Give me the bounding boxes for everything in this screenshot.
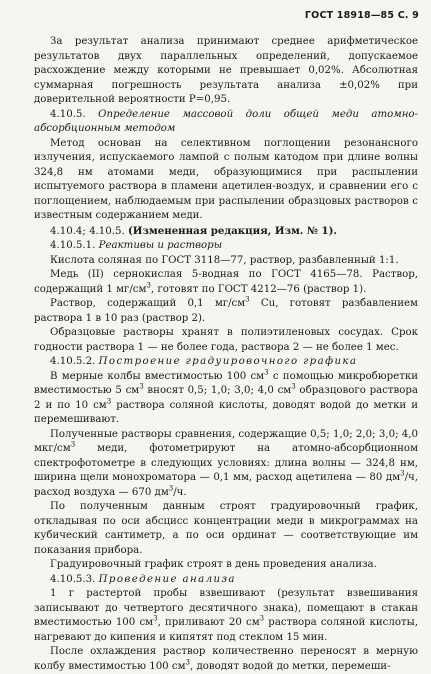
section-number: 4.10.5.3. — [50, 573, 96, 585]
section-number: 4.10.5.2. — [50, 356, 96, 367]
text-run: После охлаждения раствор количественно переносят в мерную колбу вместимостью 100 см — [34, 646, 418, 672]
text-run: , доводят водой до метки, перемеши- — [190, 660, 391, 672]
section-title: Определение массовой доли общей меди атомно-абсорбционным методом — [34, 108, 419, 134]
text-run: , готовят по ГОСТ 4212—76 (раствор 1). — [150, 283, 367, 295]
paragraph-sample — [34, 587, 418, 645]
page-header: ГОСТ 18918—85 С. 9 — [304, 10, 419, 21]
paragraph-storage: Образцовые растворы хранят в полиэтиленовых сосудах. Срок годности раствора 1 — не более года, раствора 2 — не более 1 мес. — [34, 327, 418, 353]
text-run: образцового раствора 2 и по 10 см — [34, 385, 419, 411]
section-heading-4-10-5-2 — [34, 355, 418, 370]
superscript: 3 — [70, 440, 76, 449]
paragraph-hydrochloric-acid: Кислота соляная по ГОСТ 3118—77, раствор, разбавленный 1:1. — [50, 254, 399, 266]
superscript: 3 — [245, 295, 250, 304]
superscript: 3 — [139, 382, 144, 391]
paragraph-graph: По полученным данным строят градуировочный график, откладывая по оси абсцисс концентрации меди в микрограммах на кубический сантиметр, а по оси ординат — соответствующие им показания прибора. — [34, 501, 418, 556]
section-number: 4.10.5.1. — [50, 240, 96, 251]
text-run: с помощью микробюретки вместимостью 5 см — [34, 370, 418, 396]
text-run: , приливают 20 см — [157, 617, 260, 628]
text-run: меди, фотометрируют на атомно-абсорбционном спектрофотометре в следующих условиях: длина волны — 324,8 нм, ширина щели монохроматора — 0,1 мм, расход ацетилена — 80 дм — [34, 443, 418, 483]
paragraph-flasks — [34, 370, 418, 428]
superscript: 3 — [185, 658, 190, 667]
text-run: Cu, готовят разбавлением раствора 1 в 10 раз (раствор 2). — [34, 298, 418, 324]
superscript: 3 — [264, 368, 269, 377]
amendment-note: (Измененная редакция, Изм. № 1). — [127, 224, 337, 237]
paragraph-result: За результат анализа принимают среднее арифметическое результатов двух параллельных определений, допускаемое расхождение между которыми не превышает 0,02%. Абсолютная суммарная погрешность результата анализа ±0,02% при доверительной вероятности P=0,95. — [34, 36, 418, 105]
section-title: Реактивы и растворы — [98, 240, 222, 251]
text-run: /ч, расход воздуха — 670 дм — [34, 472, 418, 498]
section-title: Проведение анализа — [98, 573, 236, 585]
superscript: 3 — [106, 397, 112, 406]
text-run: Раствор, содержащий 0,1 мг/см — [50, 298, 246, 309]
superscript: 3 — [259, 614, 265, 623]
paragraph-solution-2 — [34, 297, 418, 326]
section-number: 4.10.5. — [50, 108, 86, 120]
section-title: Построение градуировочного графика — [98, 356, 358, 367]
text-run: 1 г растертой пробы взвешивают (результат взвешивания записывают до четвертого десятичного знака), помещают в стакан вместимостью 100 см — [34, 588, 418, 628]
section-heading-4-10-5-1 — [34, 239, 418, 254]
text-run: Полученные растворы сравнения, содержащие 0,5; 1,0; 2,0; 3,0; 4,0 мкг/см — [34, 428, 418, 454]
text-run: раствора соляной кислоты, доводят водой до метки и перемешивают. — [34, 399, 418, 425]
text-run: вносят 0,5; 1,0; 3,0; 4,0 см — [143, 385, 292, 396]
text-run: /ч. — [173, 486, 187, 498]
paragraph-amendment — [34, 224, 418, 240]
section-heading-4-10-5-3 — [34, 573, 418, 588]
section-number: 4.10.4; 4.10.5. — [50, 225, 125, 237]
text-run: В мерные колбы вместимостью 100 см — [50, 370, 265, 382]
section-heading-4-10-5 — [34, 108, 418, 137]
paragraph-photometry — [34, 428, 418, 501]
paragraph-copper-sulfate — [34, 268, 418, 297]
superscript: 3 — [400, 469, 405, 478]
superscript: 3 — [168, 484, 174, 493]
text-run: раствора соляной кислоты, нагревают до кипения и кипятят под стеклом 15 мин. — [34, 617, 418, 643]
paragraph-cooling — [34, 645, 418, 674]
superscript: 3 — [291, 382, 296, 391]
document-body — [34, 35, 418, 674]
paragraph-graph-day: Градуировочный график строят в день проведения анализа. — [50, 559, 377, 570]
superscript: 3 — [146, 281, 151, 290]
text-run: Медь (II) сернокислая 5-водная по ГОСТ 4165—78. Раствор, содержащий 1 мг/см — [34, 269, 418, 295]
superscript: 3 — [153, 614, 158, 623]
paragraph-method: Метод основан на селективном поглощении резонансного излучения, испускаемого лампой с полым катодом при длине волны 324,8 нм атомами меди, образующимися при распылении испытуемого раствора в пламени ацетилен-воздух, и сравнении его с поглощением, наблюдаемым при распылении образцовых растворов с известным содержанием меди. — [34, 137, 418, 221]
